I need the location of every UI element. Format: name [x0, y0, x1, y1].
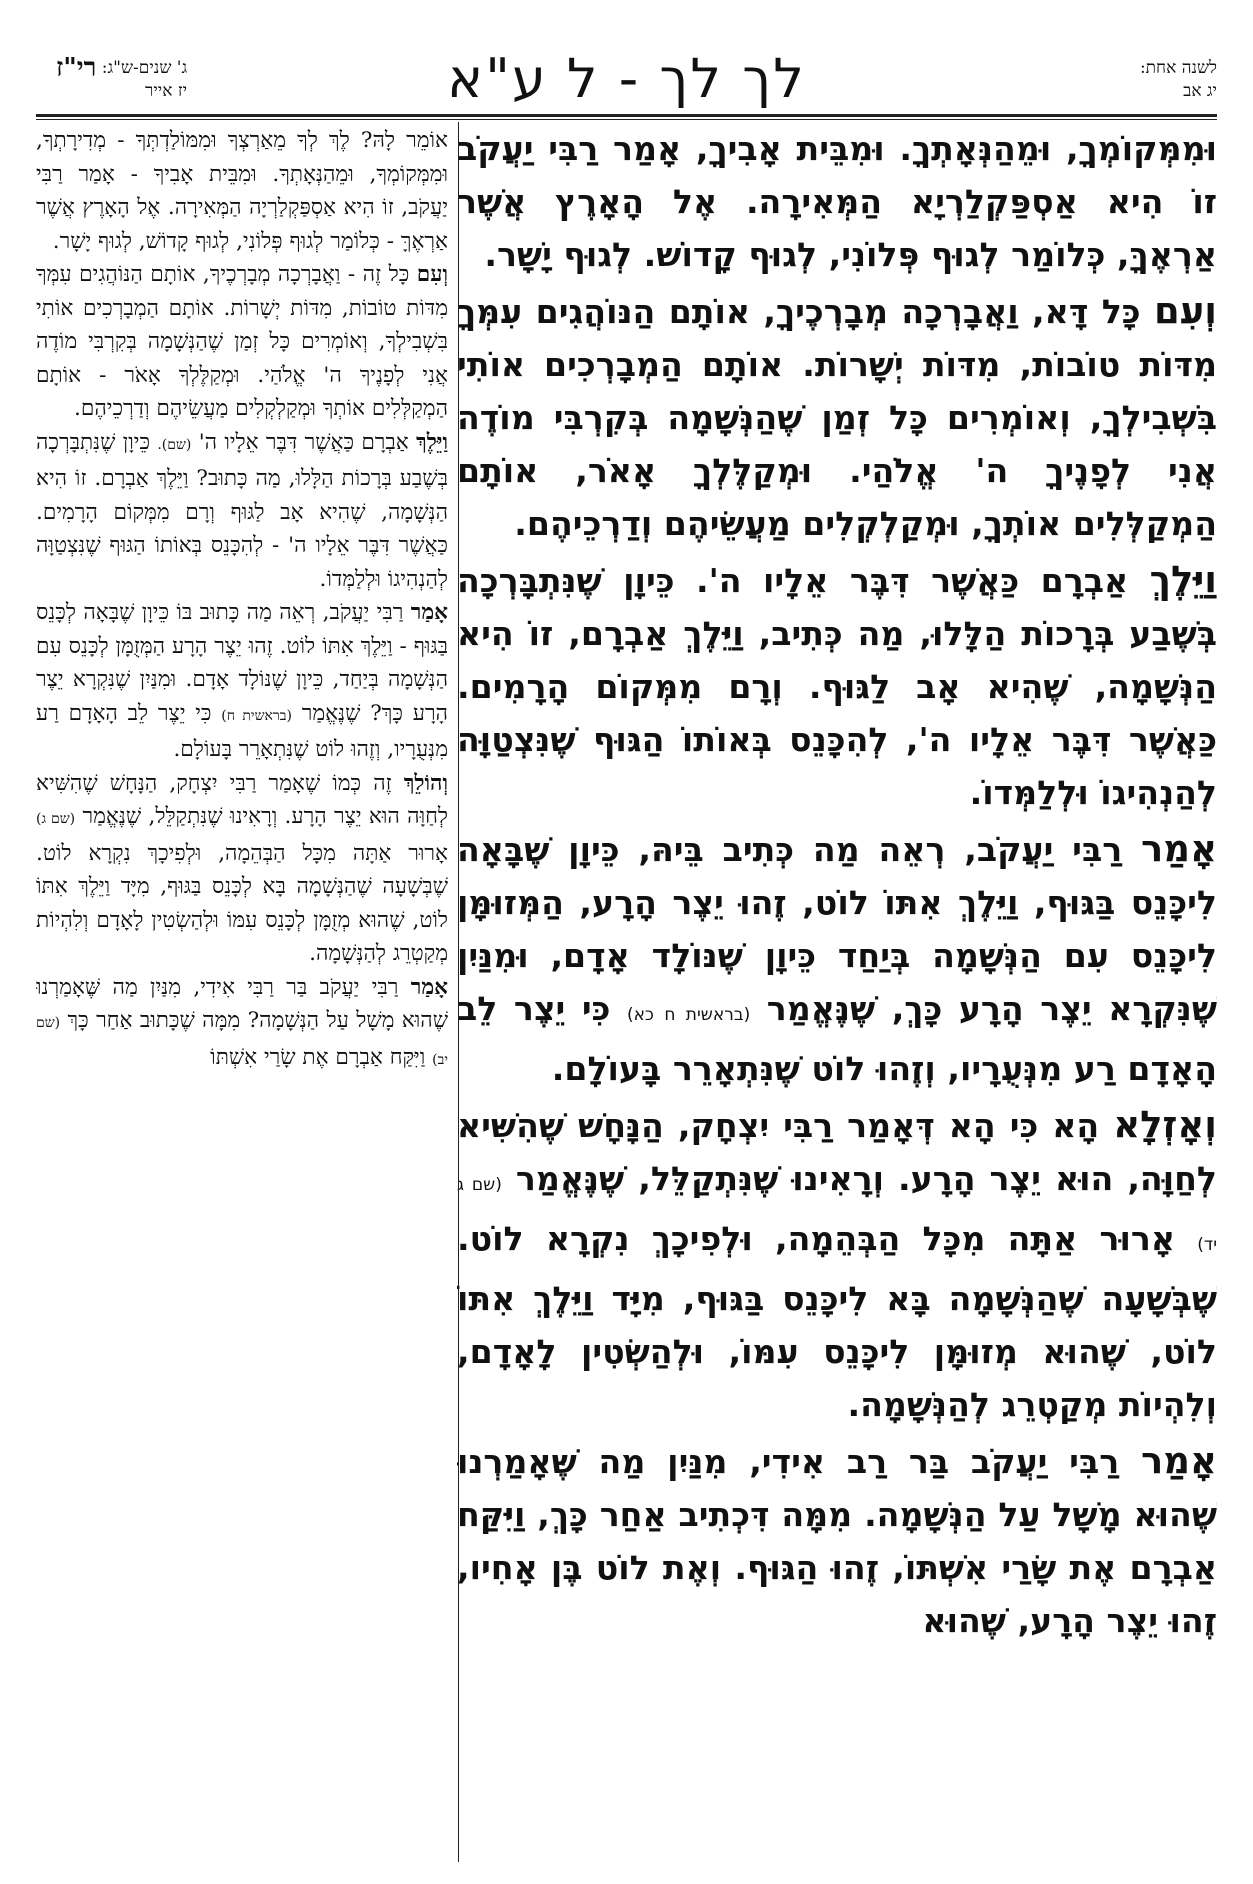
paragraph-text: אוֹמֵר לָהּ? לֶךְ לְךָ מֵאַרְצְךָ וּמִמּוֹלַדְתְּךָ - מְדִירָתְךָ, וּמִמְּקוֹמְךָ, וּמֵהַנְּאָתְךָ. וּמִבֵּית אָבִיךָ - אָמַר רַבִּי יַעֲקֹב, זוֹ הִיא אַסְפַּקְלַרְיָה הַמְּאִירָה. אֶל הָאָרֶץ אֲשֶׁר אַרְאֶךָּ - כְּלוֹמַר לְגוּף פְּלוֹנִי, לְגוּף קָדוֹשׁ, לְגוּף יָשָׁר.: [36, 128, 448, 254]
paragraph-text: זֶה כְּמוֹ שֶׁאָמַר רַבִּי יִצְחָק, הַנָּחָשׁ שֶׁהִשִּׁיא לְחַוָּה הוּא יֵצֶר הָרָע. וְרָאִינוּ שֶׁנִּתְקַלֵּל, שֶׁנֶּאֱמַר: [36, 770, 448, 829]
source-citation: (שם יב): [36, 1015, 448, 1068]
paragraph-lead-word: וְאָזְלָא: [1113, 1103, 1217, 1146]
schedule-label-3y: ג' שנים-ש"ג:: [101, 58, 188, 78]
column-divider: [458, 122, 459, 1862]
translation-column: [36, 124, 448, 1864]
schedule-date: יג אב: [1183, 81, 1217, 101]
source-citation: (בראשית ח כא): [626, 1005, 751, 1025]
main-paragraph: [457, 1098, 1217, 1431]
paragraph-text: אַבְרָם כַּאֲשֶׁר דִּבֶּר אֵלָיו ה'. כֵּיוָן שֶׁנִּתְבָּרְכָה בְּשֶׁבַע בְּרָכוֹת הַלָּלוּ, מַה כְּתִיב, וַיֵּלֶךְ אַבְרָם, זוֹ הִיא הַנְּשָׁמָה, שֶׁהִיא אָב לַגּוּף. וְרָם מִמְּקוֹם הָרָמִים. כַּאֲשֶׁר דִּבֶּר אֵלָיו ה', לְהִכָּנֵס בְּאוֹתוֹ הַגּוּף שֶׁנִּצְטַוָּה לְהַנְהִיגוֹ וּלְלַמְּדוֹ.: [457, 561, 1217, 812]
paragraph-text-tail: אָרוּר אַתָּה מִכָּל הַבְּהֵמָה, וּלְפִיכָךְ נִקְרָא לוֹט. שֶׁבְּשָׁעָה שֶׁהַנְּשָׁמָה בָּא לְכָּנֵס בַּגּוּף, מִיָּד וַיֵּלֶךְ אִתּוֹ לוֹט, שֶׁהוּא מְזֻמָּן לְכָּנֵס עִמּוֹ וּלְהַשְׂטִין לָאָדָם וְלִהְיוֹת מְקַטְרֵג לְהַנְּשָׁמָה.: [36, 840, 448, 966]
paragraph-text: אַבְרָם כַּאֲשֶׁר דִּבֶּר אֵלָיו ה': [198, 429, 409, 455]
paragraph-text: רַבִּי יַעֲקֹב בַּר רַבִּי אִידִי, מִנַּיִן מַה שֶּׁאָמַרְנוּ שֶׁהוּא מָשָׁל עַל הַנְּשָׁמָה? מִמָּה שֶׁכָּתוּב אַחַר כָּךְ: [36, 974, 448, 1033]
page-number: רי"ז: [56, 53, 97, 83]
reading-schedule-three-years: [36, 53, 188, 103]
paragraph-text: רַבִּי יַעֲקֹב, רְאֵה מַה כָּתוּב בּוֹ כֵּיוָן שֶׁבָּאָה לְכָּנֵס בַּגּוּף - וַיֵּלֶךְ אִתּוֹ לוֹט. זֶהוּ יֵצֶר הָרָע הַמְּזֻמָּן לְכָּנֵס עִם הַנְּשָׁמָה בְּיַחַד, כֵּיוָן שֶׁנּוֹלָד אָדָם. וּמִנַּיִן שֶׁנִּקְרָא יֵצֶר הָרָע כָּךְ? שֶׁנֶּאֱמַר: [36, 600, 448, 726]
page-header: [36, 47, 1217, 115]
main-paragraph: [457, 284, 1217, 550]
paragraph-text: הָא כִּי הָא דְּאָמַר רַבִּי יִצְחָק, הַנָּחָשׁ שֶׁהִשִּׁיא לְחַוָּה, הוּא יֵצֶר הָרָע. וְרָאִינוּ שֶׁנִּתְקַלֵּל, שֶׁנֶּאֱמַר: [457, 1106, 1217, 1198]
paragraph-text-tail: וַיִּקַּח אַבְרָם אֶת שָׂרַי אִשְׁתּוֹ: [210, 1044, 426, 1070]
source-citation: (בראשית ח): [221, 707, 292, 724]
paragraph-lead-word: וְעִם: [416, 262, 448, 287]
main-paragraph: [457, 1434, 1217, 1647]
source-citation: (שם ג): [36, 811, 76, 827]
paragraph-lead-word: אָמַר: [410, 974, 448, 1000]
schedule-date-3y: יז אייר: [144, 81, 188, 101]
side-paragraph: [36, 971, 448, 1078]
main-paragraph: [457, 822, 1217, 1095]
paragraph-text: וּמִמְּקוֹמְךָ, וּמֵהַנְּאָתְךָ. וּמִבֵּית אָבִיךָ, אָמַר רַבִּי יַעֲקֹב זוֹ הִיא אַסְפַּקְלַרְיָא הַמְּאִירָה. אֶל הָאָרֶץ אֲשֶׁר אַרְאֶךָּ, כְּלוֹמַר לְגוּף פְּלוֹנִי, לְגוּף קָדוֹשׁ. לְגוּף יָשָׁר.: [457, 129, 1217, 274]
paragraph-text-tail: כֵּיוָן שֶׁנִּתְבָּרְכָה בְּשֶׁבַע בְּרָכוֹת הַלָּלוּ, מַה כָּתוּב? וַיֵּלֶךְ אַבְרָם. זוֹ הִיא הַנְּשָׁמָה, שֶׁהִיא אָב לַגּוּף וְרָם מִמְּקוֹם הָרָמִים. כַּאֲשֶׁר דִּבֶּר אֵלָיו ה' - לְהִכָּנֵס בְּאוֹתוֹ הַגּוּף שֶׁנִּצְטַוָּה לְהַנְהִיגוֹ וּלְלַמְּדוֹ.: [36, 429, 448, 592]
side-paragraph: [36, 124, 448, 258]
paragraph-text: רַבִּי יַעֲקֹב בַּר רַב אִידִי, מִנַּיִן מַה שֶּׁאָמַרְנוּ שֶׁהוּא מָשָׁל עַל הַנְּשָׁמָה. מִמָּה דִּכְתִיב אַחַר כָּךְ, וַיִּקַּח אַבְרָם אֶת שָׂרַי אִשְׁתּוֹ, זֶהוּ הַגּוּף. וְאֶת לוֹט בֶּן אָחִיו, זֶהוּ יֵצֶר הָרָע, שֶׁהוּא: [457, 1442, 1217, 1640]
schedule-dates: [102, 57, 187, 103]
side-paragraph: [36, 426, 448, 597]
paragraph-lead-word: וְעִם: [1153, 289, 1217, 332]
header-rule: [36, 114, 1217, 117]
side-paragraph: [36, 596, 448, 767]
paragraph-text-tail: אָרוּר אַתָּה מִכָּל הַבְּהֵמָה, וּלְפִיכָךְ נִקְרָא לוֹט. שֶׁבְּשָׁעָה שֶׁהַנְּשָׁמָה בָּא לִיכָּנֵס בַּגּוּף, מִיָּד וַיֵּלֶךְ אִתּוֹ לוֹט, שֶׁהוּא מְזוּמָּן לִיכָּנֵס עִמּוֹ, וּלְהַשְׂטִין לָאָדָם, וְלִהְיוֹת מְקַטְרֵג לְהַנְּשָׁמָה.: [457, 1219, 1217, 1424]
paragraph-text-tail: כִּי יֵצֶר לֵב הָאָדָם רַע מִנְּעֻרָיו, וְזֶהוּ לוֹט שֶׁנִּתְאָרֵר בָּעוֹלָם.: [457, 989, 1217, 1088]
source-citation: (שם ג יד): [457, 1175, 1217, 1255]
source-citation: (שם).: [157, 436, 192, 453]
page-title: לך לך - ל ע"א: [447, 47, 806, 110]
paragraph-lead-word: וַיֵּלֶךְ: [1149, 558, 1217, 601]
side-paragraph: [36, 767, 448, 971]
paragraph-text: כָּל זֶה - וַאֲבָרְכָה מְבָרְכֶיךָ, אוֹתָם הַנּוֹהֲגִים עִמְּךָ מִדּוֹת טוֹבוֹת, מִדּוֹת יְשָׁרוֹת. אוֹתָם הַמְבָרְכִים אוֹתִי בִּשְׁבִילְךָ, וְאוֹמְרִים כָּל זְמַן שֶׁהַנְּשָׁמָה בְּקִרְבִּי מוֹדֶה אֲנִי לְפָנֶיךָ ה' אֱלֹהַי. וּמְקַלֶּלְךָ אָאֹר - אוֹתָם הַמְקַלְּלִים אוֹתְךָ וּמְקַלְקְלִים מַעֲשֵׂיהֶם וְדַרְכֵיהֶם.: [36, 262, 448, 421]
main-text-column: [457, 122, 1217, 1862]
paragraph-text-tail: כִּי יֵצֶר לֵב הָאָדָם רַע מִנְּעֻרָיו, וְזֶהוּ לוֹט שֶׁנִּתְאָרֵר בָּעוֹלָם.: [36, 700, 448, 762]
main-paragraph: [457, 553, 1217, 819]
paragraph-lead-word: אָמַר: [410, 600, 448, 625]
paragraph-lead-word: אָמַר: [1141, 1439, 1217, 1482]
schedule-label: לשנה אחת:: [1139, 58, 1217, 78]
paragraph-text: כָּל דָּא, וַאֲבָרְכָה מְבָרְכֶיךָ, אוֹתָם הַנּוֹהֲגִים עִמְּךָ מִדּוֹת טוֹבוֹת, מִדּוֹת יְשָׁרוֹת. אוֹתָם הַמְבָרְכִים אוֹתִי בִּשְׁבִילְךָ, וְאוֹמְרִים כָּל זְמַן שֶׁהַנְּשָׁמָה בְּקִרְבִּי מוֹדֶה אֲנִי לְפָנֶיךָ ה' אֱלֹהַי. וּמְקַלֶּלְךָ אָאֹר, אוֹתָם הַמְקַלְּלִים אוֹתְךָ, וּמְקַלְקְלִים מַעֲשֵׂיהֶם וְדַרְכֵיהֶם.: [457, 292, 1217, 543]
main-paragraph: [457, 122, 1217, 281]
paragraph-text: רַבִּי יַעֲקֹב, רְאֵה מַה כְּתִיב בֵּיהּ, כֵּיוָן שֶׁבָּאָה לִיכָּנֵס בַּגּוּף, וַיֵּלֶךְ אִתּוֹ לוֹט, זֶהוּ יֵצֶר הָרָע, הַמְּזוּמָּן לִיכָּנֵס עִם הַנְּשָׁמָה בְּיַחַד כֵּיוָן שֶׁנּוֹלָד אָדָם, וּמִנַּיִן שֶׁנִּקְרָא יֵצֶר הָרָע כָּךְ, שֶׁנֶּאֱמַר: [457, 830, 1217, 1028]
side-paragraph: [36, 258, 448, 426]
header-rule-thin: [36, 119, 1217, 120]
paragraph-lead-word: אָמַר: [1141, 827, 1217, 870]
paragraph-lead-word: וְהוֹלֵךְ: [403, 770, 448, 796]
paragraph-lead-word: וַיֵּלֶךְ: [416, 429, 448, 455]
